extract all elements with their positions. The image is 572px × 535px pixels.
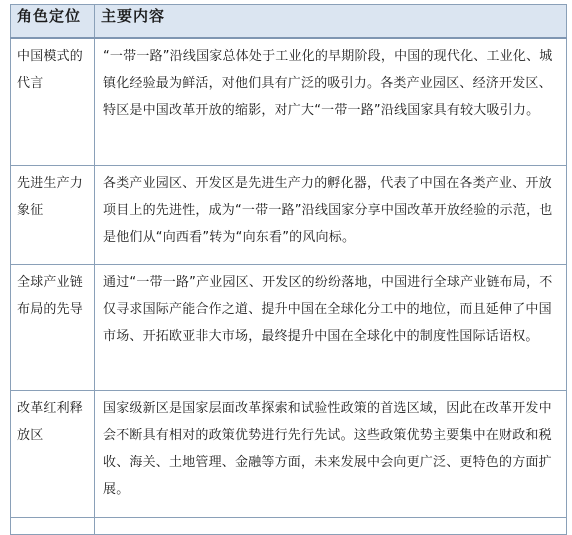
header-main-content: 主要内容 [95,5,567,39]
role-cell: 中国模式的代言 [11,38,95,166]
table-header-row [11,5,567,39]
role-content-table [10,4,567,535]
role-cell: 改革红利释放区 [11,391,95,518]
content-cell: 各类产业园区、开发区是先进生产力的孵化器，代表了中国在各类产业、开放项目上的先进性，成为“一带一路”沿线国家分享中国改革开放经验的示范，也是他们从“向西看”转为“向东看”的风向标。 [95,166,567,265]
content-cell: 通过“一带一路”产业园区、开发区的纷纷落地，中国进行全球产业链布局，不仅寻求国际产能合作之道、提升中国在全球化分工中的地位，而且延伸了中国市场、开拓欧亚非大市场，最终提升中国在全球化中的制度性国际话语权。 [95,265,567,391]
table-row [11,265,567,391]
content-cell: “一带一路”沿线国家总体处于工业化的早期阶段，中国的现代化、工业化、城镇化经验最为鲜活，对他们具有广泛的吸引力。各类产业园区、经济开发区、特区是中国改革开放的缩影，对广大“一带一路”沿线国家具有较大吸引力。 [95,38,567,166]
role-cell: 全球产业链布局的先导 [11,265,95,391]
empty-cell [11,518,95,535]
content-cell: 国家级新区是国家层面改革探索和试验性政策的首选区域，因此在改革开发中会不断具有相对的政策优势进行先行先试。这些政策优势主要集中在财政和税收、海关、土地管理、金融等方面，未来发展中会向更广泛、更特色的方面扩展。 [95,391,567,518]
empty-cell [95,518,567,535]
table-row [11,391,567,518]
role-cell: 先进生产力象征 [11,166,95,265]
table-row-cropped [11,518,567,535]
table-row [11,166,567,265]
table-row [11,38,567,166]
header-role-position: 角色定位 [11,5,95,39]
